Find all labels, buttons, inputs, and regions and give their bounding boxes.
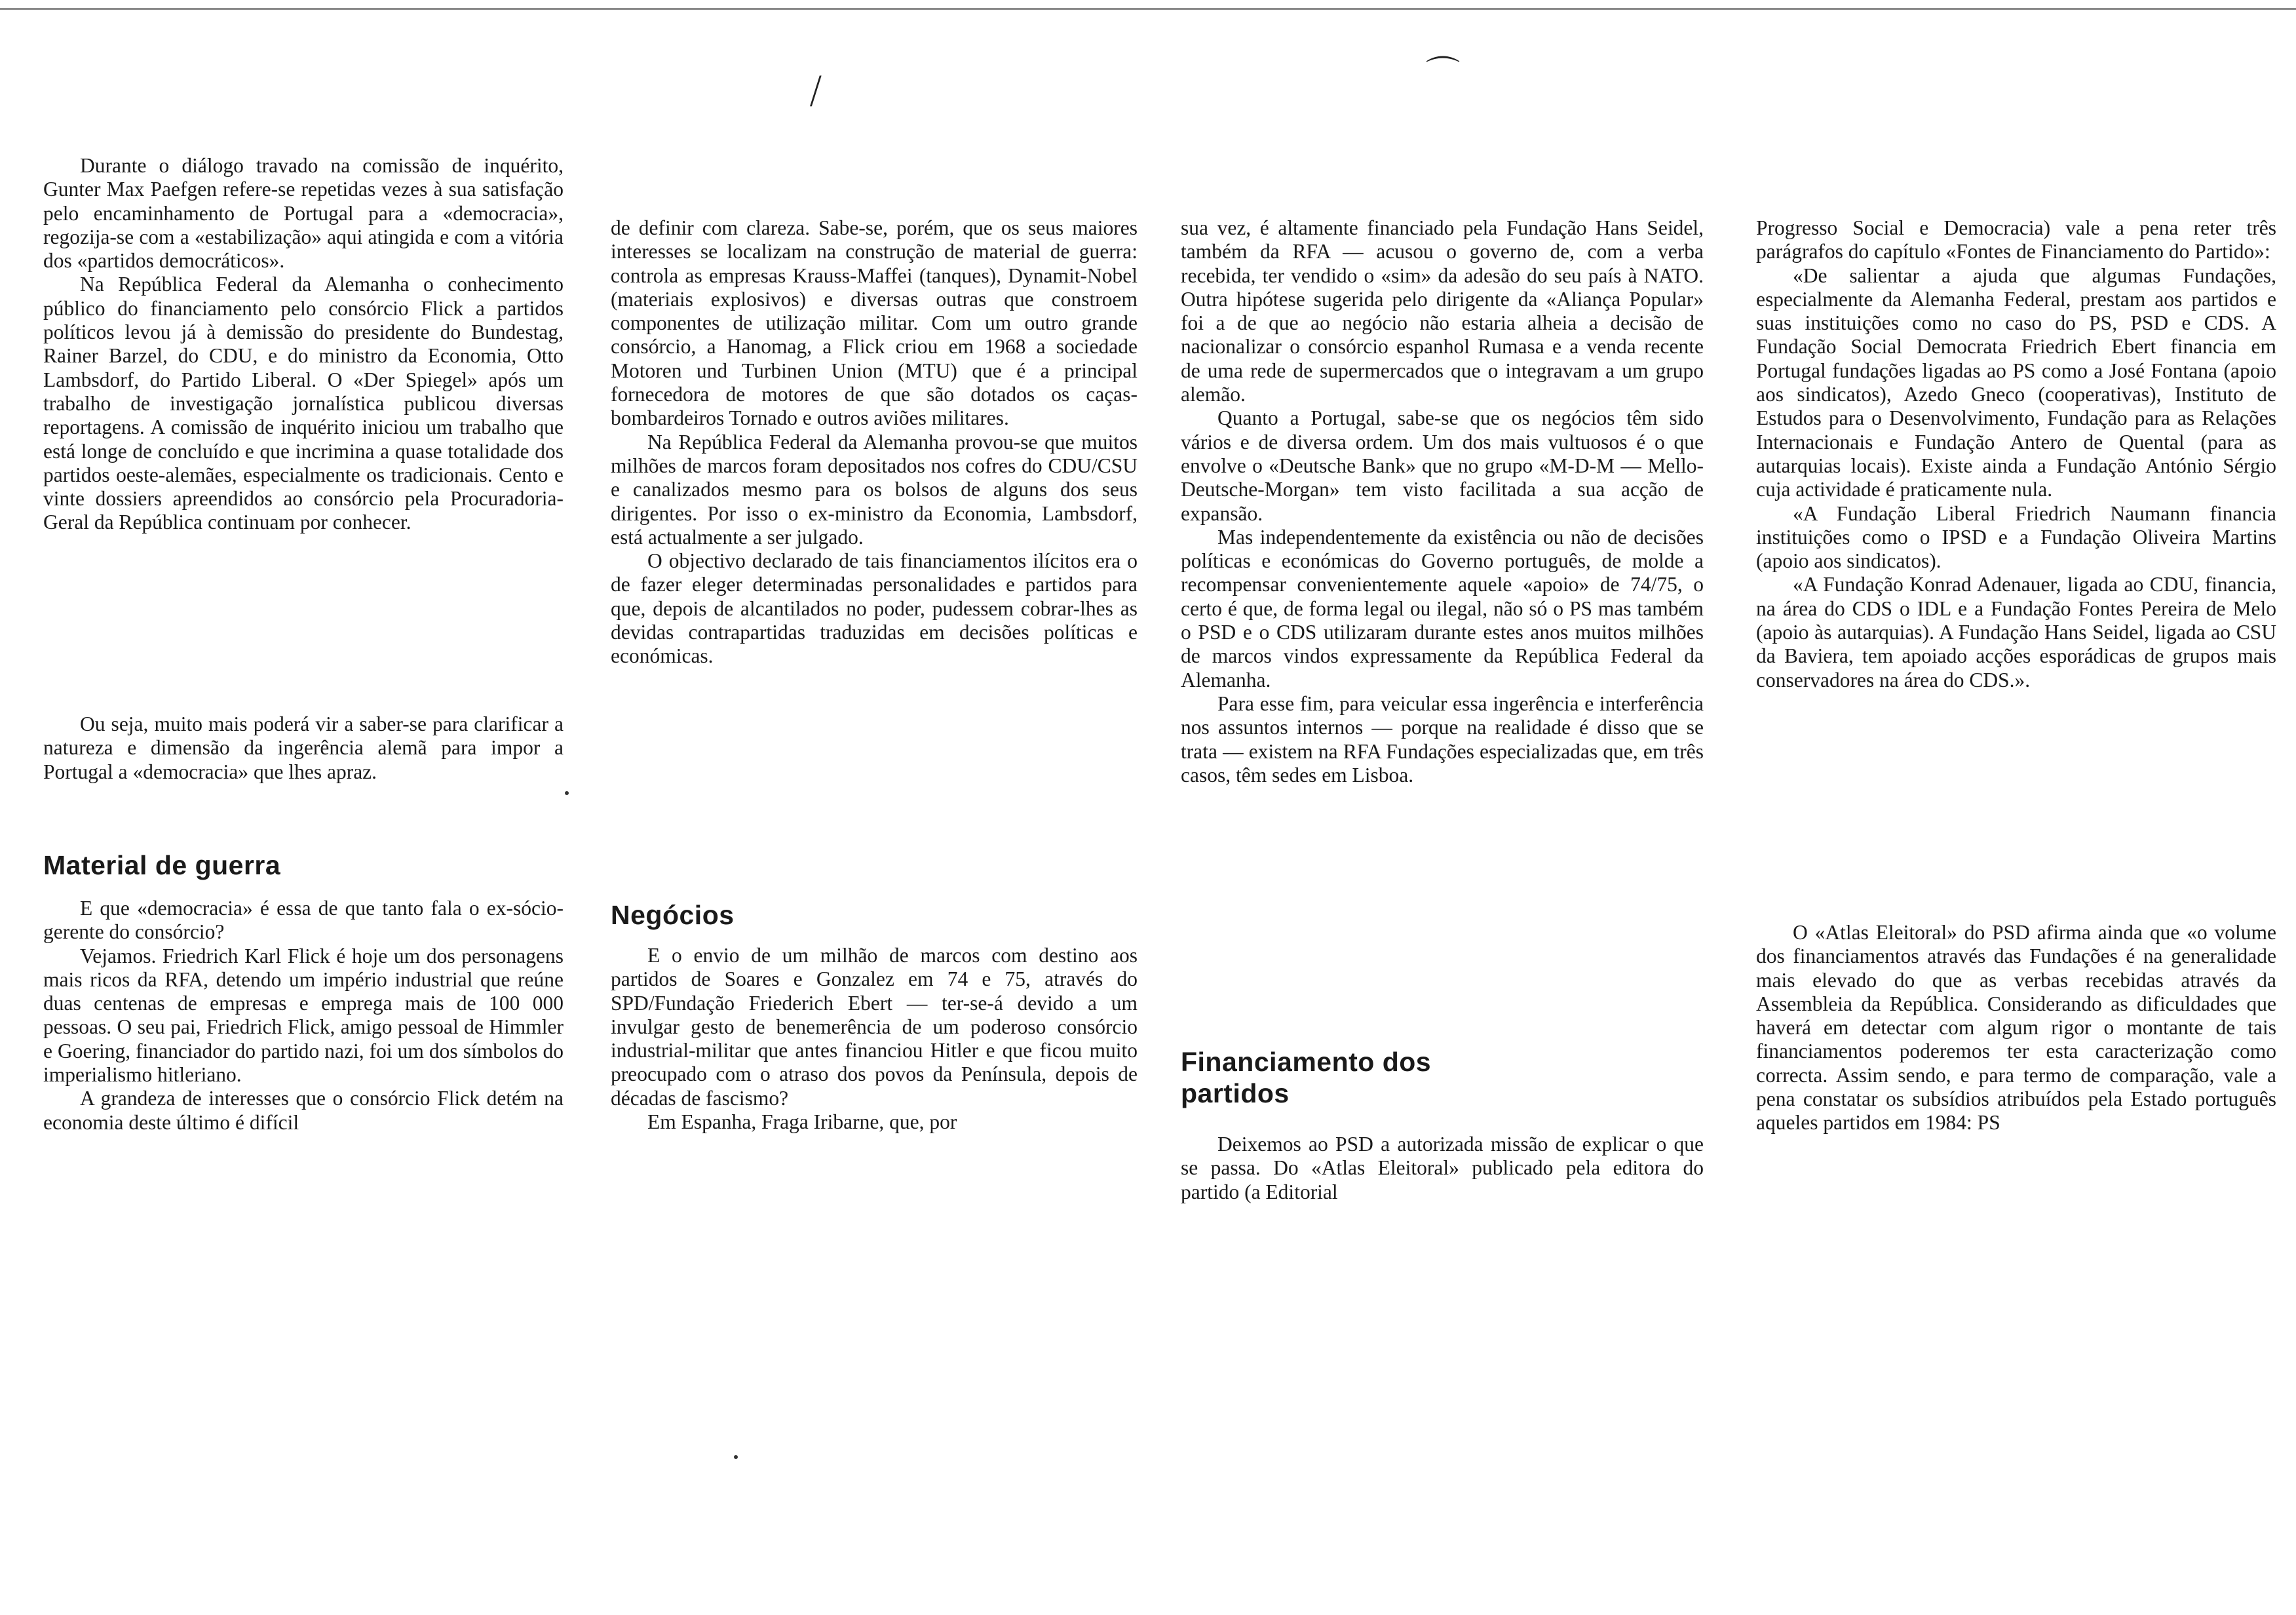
paragraph: A grandeza de interesses que o consórcio Flick detém na economia deste último é difícil	[43, 1087, 564, 1134]
column-3-top-block	[1181, 216, 1704, 787]
paragraph: O objectivo declarado de tais financiamentos ilícitos era o de fazer eleger determinadas personalidades e partidos para que, depois de alcantilados no poder, pudessem cobrar-lhes as devidas contrapartidas traduzidas em decisões políticas e económicas.	[611, 549, 1138, 668]
paragraph: de definir com clareza. Sabe-se, porém, que os seus maiores interesses se localizam na construção de material de guerra: controla as empresas Krauss-Maffei (tanques), Dynamit-Nobel (materiais explosivos) e diversas outras que constroem componentes de utilização militar. Com um outro grande consórcio, a Hanomag, a Flick criou em 1968 a sociedade Motoren und Turbinen Union (MTU) que é a principal fornecedora de motores de que são dotados os caças-bombardeiros Tornado e outros aviões militares.	[611, 216, 1138, 430]
scan-dot	[734, 1455, 738, 1459]
column-1-top-block	[43, 154, 564, 535]
paragraph: «De salientar a ajuda que algumas Fundações, especialmente da Alemanha Federal, prestam aos partidos e suas instituições como no caso do PS, PSD e CDS. A Fundação Social Democrata Friedrich Ebert financia em Portugal fundações ligadas ao PS como a José Fontana (apoio aos sindicatos), Azedo Gneco (cooperativas), Instituto de Estudos para o Desenvolvimento, Fundação para as Relações Internacionais e Fundação Antero de Quental (para as autarquias locais). Existe ainda a Fundação António Sérgio cuja actividade é praticamente nula.	[1756, 263, 2276, 501]
paragraph: Deixemos ao PSD a autorizada missão de explicar o que se passa. Do «Atlas Eleitoral» publicado pela editora do partido (a Editorial	[1181, 1133, 1704, 1203]
column-1-bottom-block	[43, 897, 564, 1135]
scan-mark-curve-left: ⧸	[810, 72, 822, 111]
paragraph: E o envio de um milhão de marcos com destino aos partidos de Soares e Gonzalez em 74 e 75, através do SPD/Fundação Friederich Ebert — ter-se-á devido a um invulgar gesto de benemerência de um poderoso consórcio industrial-militar que antes financiou Hitler e que ficou muito preocupado com o atraso dos povos da Península, depois de décadas de fascismo?	[611, 944, 1138, 1110]
paragraph: Mas independentemente da existência ou não de decisões políticas e económicas do Governo português, de molde a recompensar convenientemente aquele «apoio» de 74/75, o certo é que, de forma legal ou ilegal, não só o PS mas também o PSD e o CDS utilizaram durante estes anos muitos milhões de marcos vindos expressamente da República Federal da Alemanha.	[1181, 525, 1704, 691]
section-heading-negocios: Negócios	[611, 900, 735, 930]
paragraph: Quanto a Portugal, sabe-se que os negócios têm sido vários e de diversa ordem. Um dos mais vultuosos é o que envolve o «Deutsche Bank» que no grupo «M-D-M — Mello-Deutsche-Morgan» tem visto facilitada a sua acção de expansão.	[1181, 406, 1704, 525]
paragraph: Durante o diálogo travado na comissão de inquérito, Gunter Max Paefgen refere-se repetidas vezes à sua satisfação pelo encaminhamento de Portugal para a «democracia», regozija-se com a «estabilização» aqui atingida e com a vitória dos «partidos democráticos».	[43, 154, 564, 273]
paragraph: Na República Federal da Alemanha provou-se que muitos milhões de marcos foram depositados nos cofres do CDU/CSU e canalizados mesmo para os bolsos de alguns dos seus dirigentes. Por isso o ex-ministro da Economia, Lambsdorf, está actualmente a ser julgado.	[611, 430, 1138, 549]
top-rule	[0, 8, 2296, 10]
column-3-bottom-block	[1181, 1133, 1704, 1204]
column-4-top-block	[1756, 216, 2276, 692]
section-heading-financiamento-dos-partidos: Financiamento dos partidos	[1181, 1047, 1432, 1108]
paragraph: O «Atlas Eleitoral» do PSD afirma ainda que «o volume dos financiamentos através das Fundações é na generalidade mais elevado do que as verbas recebidas através da Assembleia da República. Considerando as dificuldades que haverá em detectar com algum rigor o montante de tais financiamentos poderemos ter esta caracterização como correcta. Assim sendo, e para termo de comparação, vale a pena constatar os subsídios atribuídos pela Estado português aqueles partidos em 1984: PS	[1756, 921, 2276, 1135]
paragraph: Na República Federal da Alemanha o conhecimento público do financiamento pelo consórcio Flick a partidos políticos levou já à demissão do presidente do Bundestag, Rainer Barzel, do CDU, e do ministro da Economia, Otto Lambsdorf, do Partido Liberal. O «Der Spiegel» após um trabalho de investigação jornalística publicou diversas reportagens. A comissão de inquérito iniciou um trabalho que está longe de concluído e que incrimina a quase totalidade dos partidos oeste-alemães, especialmente os tradicionais. Cento e vinte dossiers apreendidos ao consórcio pela Procuradoria-Geral da República continuam por conhecer.	[43, 273, 564, 534]
paragraph: Progresso Social e Democracia) vale a pena reter três parágrafos do capítulo «Fontes de Financiamento do Partido»:	[1756, 216, 2276, 263]
paragraph: sua vez, é altamente financiado pela Fundação Hans Seidel, também da RFA — acusou o governo de, com a verba recebida, ter vendido o «sim» da adesão do seu país à NATO. Outra hipótese sugerida pelo dirigente da «Aliança Popular» foi a de que ao negócio não estaria alheia a decisão de nacionalizar o consórcio espanhol Rumasa e a venda recente de uma rede de supermercados que o integravam a um grupo alemão.	[1181, 216, 1704, 406]
paragraph: Ou seja, muito mais poderá vir a saber-se para clarificar a natureza e dimensão da ingerência alemã para impor a Portugal a «democracia» que lhes apraz.	[43, 712, 564, 783]
column-2-bottom-block	[611, 944, 1138, 1134]
column-1-mid-block	[43, 712, 564, 784]
scan-dot	[565, 791, 569, 795]
paragraph: E que «democracia» é essa de que tanto fala o ex-sócio-gerente do consórcio?	[43, 897, 564, 944]
paragraph: «A Fundação Liberal Friedrich Naumann financia instituições como o IPSD e a Fundação Oliveira Martins (apoio aos sindicatos).	[1756, 501, 2276, 573]
paragraph: Para esse fim, para veicular essa ingerência e interferência nos assuntos internos — porque na realidade é disso que se trata — existem na RFA Fundações especializadas que, em três casos, têm sedes em Lisboa.	[1181, 691, 1704, 787]
scan-mark-curve-right: ⌒	[1426, 54, 1461, 94]
column-2-top-block	[611, 216, 1138, 669]
column-4-bottom-block	[1756, 921, 2276, 1135]
paragraph: Em Espanha, Fraga Iribarne, que, por	[647, 1110, 957, 1134]
paragraph: Vejamos. Friedrich Karl Flick é hoje um dos personagens mais ricos da RFA, detendo um império industrial que reúne duas centenas de empresas e emprega mais de 100 000 pessoas. O seu pai, Friedrich Flick, amigo pessoal de Himmler e Goering, financiador do partido nazi, foi um dos símbolos do imperialismo hitleriano.	[43, 944, 564, 1087]
section-heading-material-de-guerra: Material de guerra	[43, 850, 281, 880]
paragraph: «A Fundação Konrad Adenauer, ligada ao CDU, financia, na área do CDS o IDL e a Fundação Fontes Pereira de Melo (apoio às autarquias). A Fundação Hans Seidel, ligada ao CSU da Baviera, tem apoiado acções esporádicas de grupos mais conservadores na área do CDS.».	[1756, 573, 2276, 691]
